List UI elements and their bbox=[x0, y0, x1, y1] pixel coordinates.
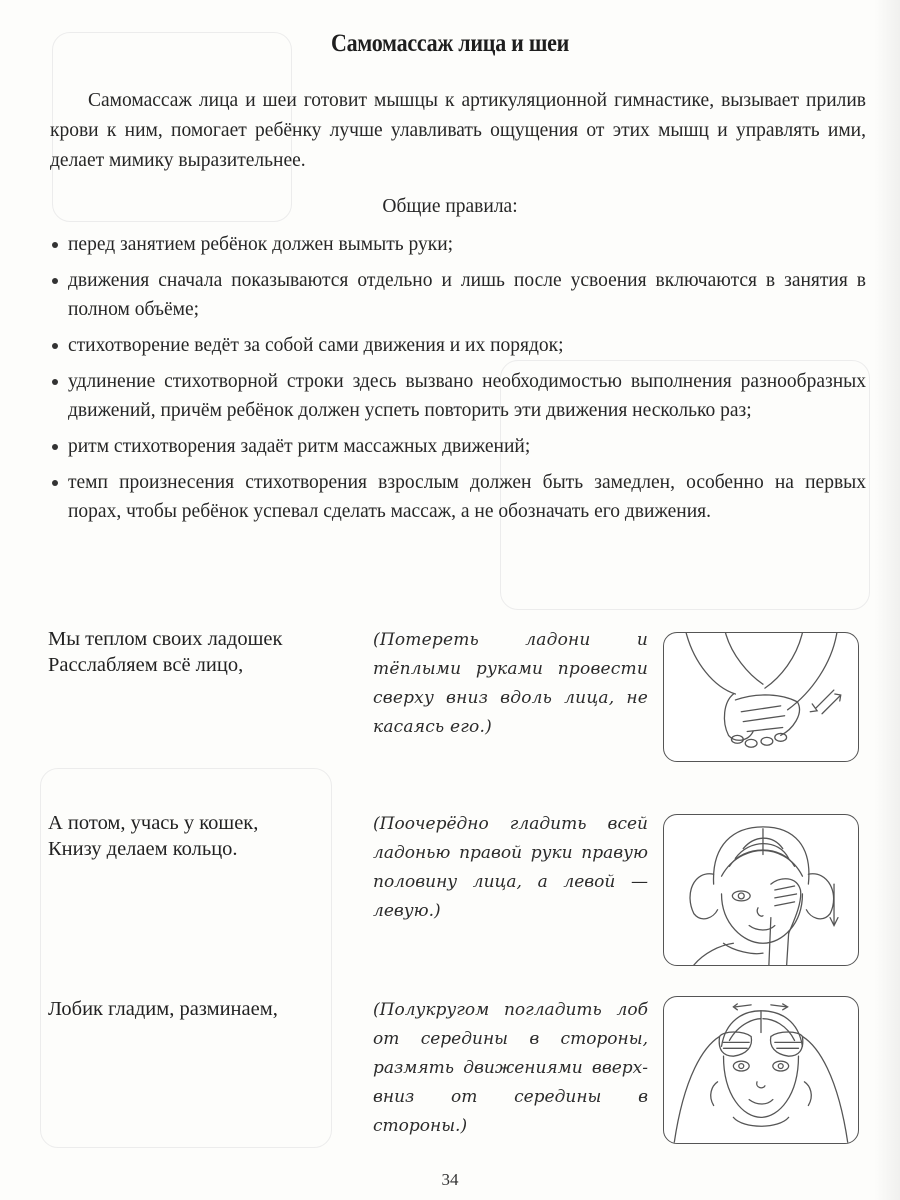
verse-line: Лобик гладим, разминаем, bbox=[48, 998, 278, 1020]
verse-line: Расслабляем всё лицо, bbox=[48, 654, 244, 676]
page-title: Самомассаж лица и шеи bbox=[330, 30, 570, 57]
verse-line: А потом, учась у кошек, bbox=[48, 812, 259, 834]
hands-icon bbox=[664, 633, 858, 761]
rules-heading: Общие правила: bbox=[382, 196, 518, 217]
forehead-massage-illustration bbox=[663, 996, 859, 1144]
hands-rubbing-illustration bbox=[663, 632, 859, 762]
page-number: 34 bbox=[441, 1170, 459, 1189]
intro-paragraph: Самомассаж лица и шеи готовит мышцы к артикуляционной гимнастике, вызывает прилив крови к ним, помогает ребёнку лучше улавливать ощущения от этих мышц и управлять ими, делает мимику выразительнее. bbox=[50, 90, 866, 171]
rule-item: движения сначала показываются отдельно и лишь после усвоения включаются в занятия в полном объёме; bbox=[52, 266, 866, 324]
verse bbox=[48, 996, 368, 1022]
stroking-cheek-illustration bbox=[663, 814, 859, 966]
instruction: (Потереть ладони и тёплыми руками провести сверху вниз вдоль лица, не касаясь его.) bbox=[373, 630, 648, 737]
verse-line: Мы теплом своих ладошек bbox=[48, 628, 283, 650]
page-edge-shadow bbox=[874, 0, 900, 1200]
verse bbox=[48, 810, 368, 862]
rule-item: ритм стихотворения задаёт ритм массажных движений; bbox=[52, 432, 866, 461]
verse-line: Книзу делаем кольцо. bbox=[48, 838, 238, 860]
instruction: (Поочерёдно гладить всей ладонью правой руки правую половину лица, а левой — левую.) bbox=[373, 814, 648, 921]
rule-item: стихотворение ведёт за собой сами движения и их порядок; bbox=[52, 331, 866, 360]
exercise-3 bbox=[48, 996, 868, 1161]
rule-item: перед занятием ребёнок должен вымыть руки; bbox=[52, 230, 866, 259]
instruction: (Полукругом погладить лоб от середины в стороны, размять движениями вверх-вниз от середины в стороны.) bbox=[373, 1000, 648, 1136]
exercise-1 bbox=[48, 626, 868, 766]
verse bbox=[48, 626, 368, 678]
girl-forehead-icon bbox=[664, 997, 858, 1143]
rules-list bbox=[52, 230, 866, 533]
girl-face-icon bbox=[664, 815, 858, 965]
rule-item: темп произнесения стихотворения взрослым должен быть замедлен, особенно на первых порах, чтобы ребёнок успевал сделать массаж, а не обозначать его движения. bbox=[52, 468, 866, 526]
exercise-2 bbox=[48, 810, 868, 980]
rule-item: удлинение стихотворной строки здесь вызвано необходимостью выполнения разнообразных движений, причём ребёнок должен успеть повторить эти движения несколько раз; bbox=[52, 367, 866, 425]
